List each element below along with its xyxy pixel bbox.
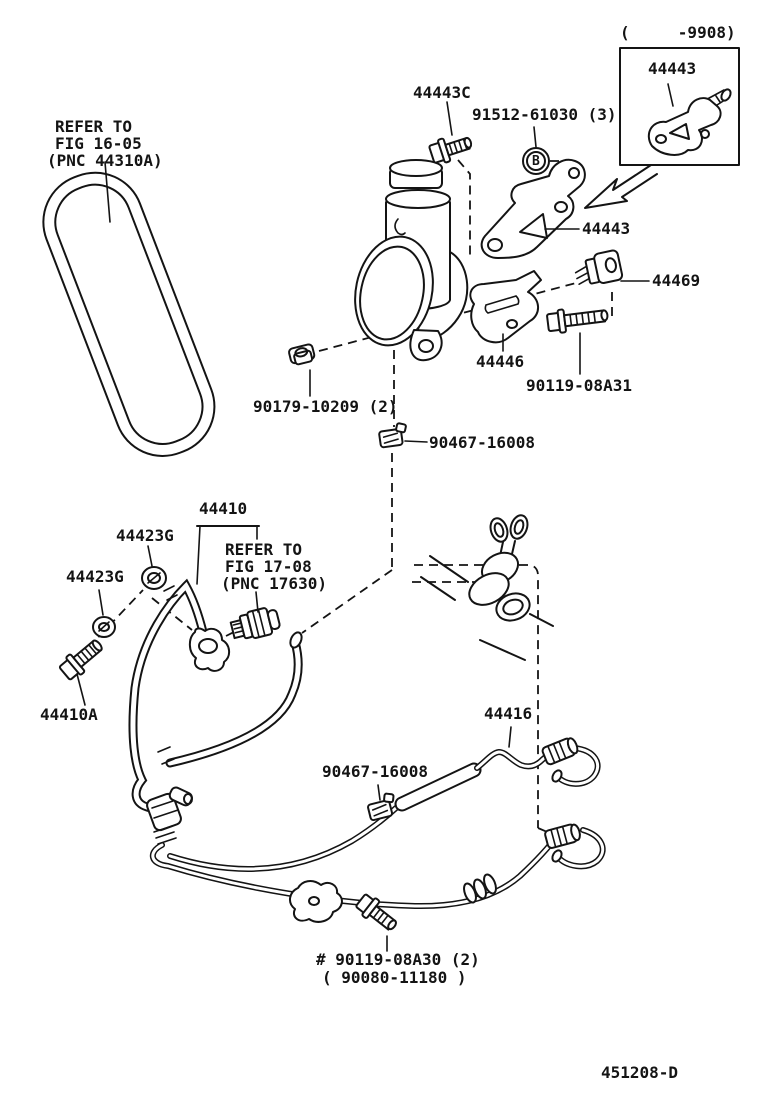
gear-ref-line1: REFER TO bbox=[225, 540, 303, 559]
direction-arrow bbox=[585, 165, 657, 208]
hose-union-fitting bbox=[190, 628, 229, 670]
box-bracket-44443 bbox=[649, 88, 733, 155]
clamp-90467-lower bbox=[366, 791, 399, 820]
nut-90179 bbox=[288, 344, 315, 366]
belt-ref-line2: FIG 16-05 bbox=[55, 134, 142, 153]
hose-end-fitting bbox=[145, 786, 193, 844]
gear-ref-line3: (PNC 17630) bbox=[221, 574, 327, 593]
callout-91512: 91512-61030 (3) bbox=[472, 105, 617, 124]
callout-44446: 44446 bbox=[476, 352, 525, 371]
callout-44443: 44443 bbox=[582, 219, 631, 238]
variant-note: ( -9908) bbox=[620, 23, 736, 42]
callout-90179: 90179-10209 (2) bbox=[253, 397, 398, 416]
pressure-sensor bbox=[229, 605, 281, 643]
callout-90467-upper: 90467-16008 bbox=[429, 433, 535, 452]
union-bolt-44410a bbox=[57, 635, 107, 682]
callout-box-44443: 44443 bbox=[648, 59, 697, 78]
tube-end-fitting-upper bbox=[541, 736, 579, 765]
callout-90119-08a31: 90119-08A31 bbox=[526, 376, 632, 395]
pump-stay-44446 bbox=[470, 271, 541, 342]
callout-44469: 44469 bbox=[652, 271, 701, 290]
assembly-dashed-lines bbox=[88, 160, 612, 834]
nut-marker-b: B bbox=[532, 154, 540, 169]
callout-44410: 44410 bbox=[199, 499, 248, 518]
callout-90080: ( 90080-11180 ) bbox=[322, 968, 467, 987]
belt-ref-line1: REFER TO bbox=[55, 117, 133, 136]
callout-90119-08a30: # 90119-08A30 (2) bbox=[316, 950, 480, 969]
washer-44423g-upper bbox=[142, 567, 166, 589]
drawing-number: 451208-D bbox=[601, 1063, 679, 1082]
bolt-90119-08a31 bbox=[546, 304, 608, 334]
callout-44443c: 44443C bbox=[413, 83, 471, 102]
tube-end-fitting-lower bbox=[544, 823, 582, 849]
callout-44416: 44416 bbox=[484, 704, 533, 723]
callout-44423g-upper: 44423G bbox=[116, 526, 174, 545]
steering-gear bbox=[421, 513, 553, 660]
washer-44423g-lower bbox=[93, 617, 115, 637]
power-steering-pump bbox=[345, 160, 467, 360]
fitting-44469 bbox=[573, 250, 623, 289]
bolt-90119-08a30 bbox=[354, 892, 401, 936]
belt-ref-line3: (PNC 44310A) bbox=[47, 151, 163, 170]
bolt-44443c bbox=[428, 130, 474, 165]
callout-90467-lower: 90467-16008 bbox=[322, 762, 428, 781]
gear-ref-line2: FIG 17-08 bbox=[225, 557, 312, 576]
tube-bracket bbox=[290, 881, 342, 922]
callout-44423g-lower: 44423G bbox=[66, 567, 124, 586]
callout-44410a: 44410A bbox=[40, 705, 98, 724]
drive-belt bbox=[29, 159, 228, 470]
